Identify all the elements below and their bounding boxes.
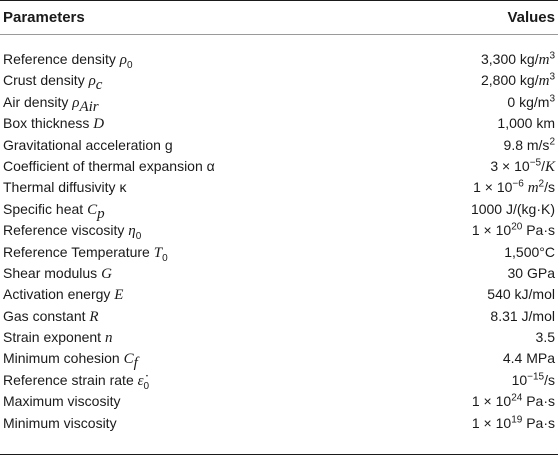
value-cell: 1,500°C (504, 243, 555, 260)
parameter-cell: Activation energy E (3, 286, 124, 304)
value-cell: 30 GPa (507, 264, 555, 281)
value-cell: 1000 J/(kg·K) (470, 200, 555, 217)
table-row (0, 391, 558, 412)
parameter-cell: Gravitational acceleration g (3, 136, 173, 153)
parameter-cell: Box thickness D (3, 115, 105, 133)
parameter-cell: Shear modulus G (3, 264, 112, 282)
value-cell: 3,300 $kg/m^3$ (480, 50, 555, 68)
table-row (0, 135, 558, 156)
parameter-cell: Reference Temperature $T_0$ (3, 243, 168, 264)
value-cell: 1,000 km (497, 115, 555, 132)
table-row (0, 263, 558, 284)
table-row (0, 177, 558, 198)
header-values: Values (507, 9, 555, 26)
value-cell: 3.5 (535, 329, 555, 346)
parameter-cell: Crust density $\rho_c$ (3, 72, 103, 94)
parameter-cell: Strain exponent n (3, 329, 113, 347)
value-cell: $1 \times 10^{20}$ Pa·s (471, 221, 555, 239)
value-cell: 2,800 $kg/m^3$ (480, 71, 555, 90)
parameter-cell: Maximum viscosity (3, 393, 121, 410)
parameter-cell: Specific heat $C_p$ (3, 200, 105, 222)
table-row (0, 327, 558, 348)
table-row (0, 348, 558, 372)
table-row (0, 70, 558, 94)
value-cell: 9.8 $m/s^2$ (503, 135, 555, 153)
value-cell: 540 kJ/mol (487, 286, 555, 303)
header-parameters: Parameters (3, 9, 85, 26)
table-row (0, 113, 558, 134)
table-row (0, 306, 558, 327)
value-cell: $3 \times 10^{-5}/K$ (490, 157, 555, 175)
parameter-cell: Gas constant R (3, 307, 99, 325)
table-header (0, 0, 558, 35)
table-row (0, 413, 558, 434)
parameter-cell: Minimum viscosity (3, 414, 117, 431)
parameter-cell: Air density $\rho_{Air}$ (3, 93, 99, 115)
table-row (0, 199, 558, 220)
table-row (0, 156, 558, 177)
table-row (0, 242, 558, 263)
table-row (0, 284, 558, 305)
value-cell: $1 \times 10^{-6}$ $m^2/s$ (473, 178, 555, 197)
table-header-rule (0, 34, 558, 35)
table-row (0, 49, 558, 70)
value-cell: $1 \times 10^{19}$ Pa·s (471, 413, 555, 431)
table-row (0, 92, 558, 113)
parameter-cell: Reference strain rate $\varepsiloṅ_0$ (3, 371, 150, 392)
parameter-cell: Coefficient of thermal expansion α (3, 157, 215, 174)
table-row (0, 220, 558, 241)
parameter-cell: Minimum cohesion $C_f$ (3, 350, 138, 372)
value-cell: 0 $kg/m^3$ (507, 93, 555, 110)
table-row (0, 370, 558, 391)
value-cell: $1 \times 10^{24}$ Pa·s (471, 392, 555, 410)
value-cell: $10^{-15}/s$ (511, 371, 555, 388)
parameter-cell: Thermal diffusivity κ (3, 179, 127, 196)
value-cell: 8.31 J/mol (490, 307, 555, 324)
table-bottom-rule (0, 454, 558, 455)
table-body (0, 49, 558, 434)
value-cell: 4.4 MPa (502, 350, 555, 367)
parameter-cell: Reference density $\rho_0$ (3, 51, 133, 71)
parameter-cell: Reference viscosity $\eta_0$ (3, 222, 142, 242)
